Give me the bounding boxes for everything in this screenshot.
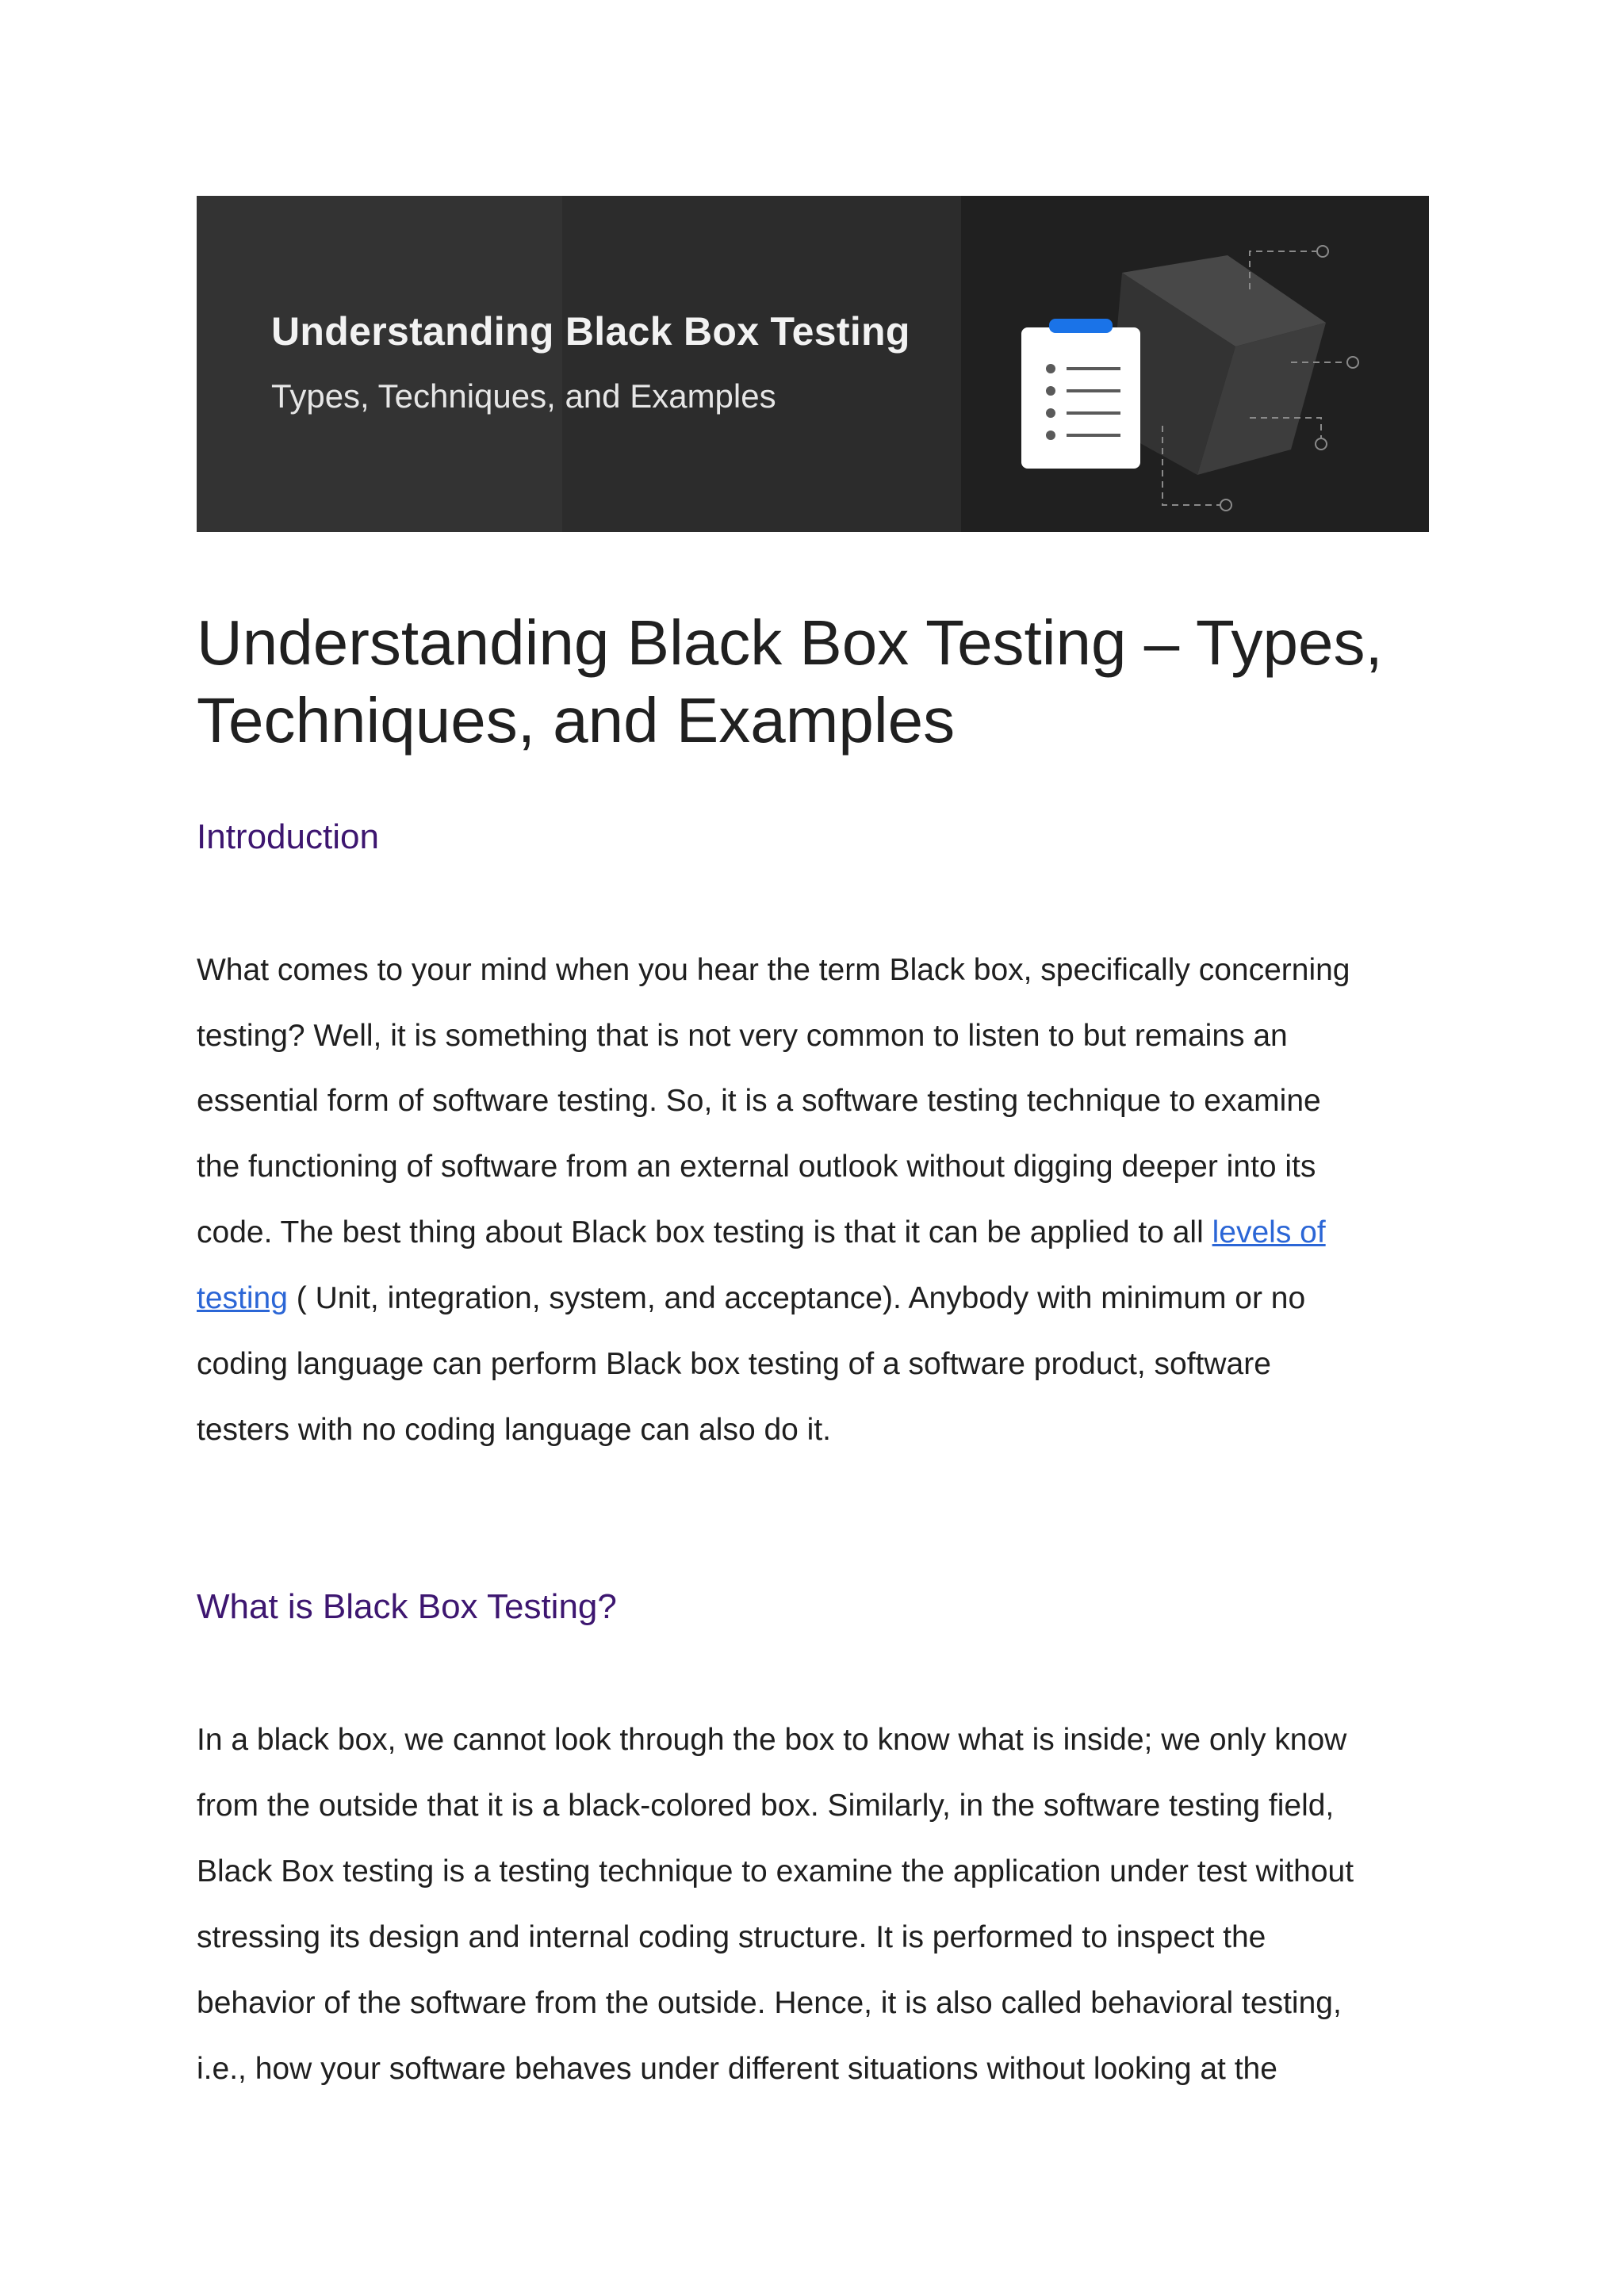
paragraph-line: testers with no coding language can also do it. bbox=[197, 1413, 832, 1447]
paragraph-line: stressing its design and internal coding structure. It is performed to inspect the bbox=[197, 1920, 1266, 1954]
section-heading-introduction: Introduction bbox=[197, 817, 379, 856]
paragraph-line bbox=[197, 1279, 1305, 1318]
paragraph-line: essential form of software testing. So, it is a software testing technique to examine bbox=[197, 1084, 1321, 1118]
hero-banner bbox=[197, 196, 1429, 532]
levels-of-testing-link[interactable]: levels of bbox=[1212, 1215, 1326, 1249]
paragraph-line: the functioning of software from an external outlook without digging deeper into its bbox=[197, 1150, 1316, 1184]
paragraph-text: code. The best thing about Black box testing is that it can be applied to all bbox=[197, 1215, 1212, 1249]
page-title-line-1: Understanding Black Box Testing – Types, bbox=[197, 607, 1383, 678]
paragraph-line: testing? Well, it is something that is not very common to listen to but remains an bbox=[197, 1019, 1288, 1053]
paragraph-line: i.e., how your software behaves under different situations without looking at the bbox=[197, 2052, 1277, 2086]
section-heading-what-is-black-box-testing: What is Black Box Testing? bbox=[197, 1587, 617, 1626]
banner-illustration bbox=[197, 196, 1429, 532]
clipboard-checklist-icon bbox=[1021, 319, 1140, 469]
paragraph-line: In a black box, we cannot look through the box to know what is inside; we only know bbox=[197, 1723, 1347, 1757]
black-cube-icon bbox=[1109, 255, 1326, 475]
page-title-line-2: Techniques, and Examples bbox=[197, 685, 956, 756]
paragraph-line: What comes to your mind when you hear the term Black box, specifically concerning bbox=[197, 953, 1350, 987]
banner-title: Understanding Black Box Testing bbox=[271, 309, 910, 354]
paragraph-line: coding language can perform Black box testing of a software product, software bbox=[197, 1347, 1271, 1381]
banner-subtitle: Types, Techniques, and Examples bbox=[271, 377, 776, 415]
paragraph-line: behavior of the software from the outside. Hence, it is also called behavioral testing, bbox=[197, 1986, 1342, 2020]
paragraph-line: from the outside that it is a black-colored box. Similarly, in the software testing field, bbox=[197, 1789, 1335, 1823]
page-title bbox=[197, 604, 1442, 760]
paragraph-text: ( Unit, integration, system, and acceptance). Anybody with minimum or no bbox=[287, 1281, 1306, 1315]
levels-of-testing-link-continued[interactable]: testing bbox=[197, 1281, 288, 1315]
paragraph-line bbox=[197, 1213, 1326, 1253]
paragraph-line: Black Box testing is a testing technique to examine the application under test without bbox=[197, 1854, 1354, 1888]
